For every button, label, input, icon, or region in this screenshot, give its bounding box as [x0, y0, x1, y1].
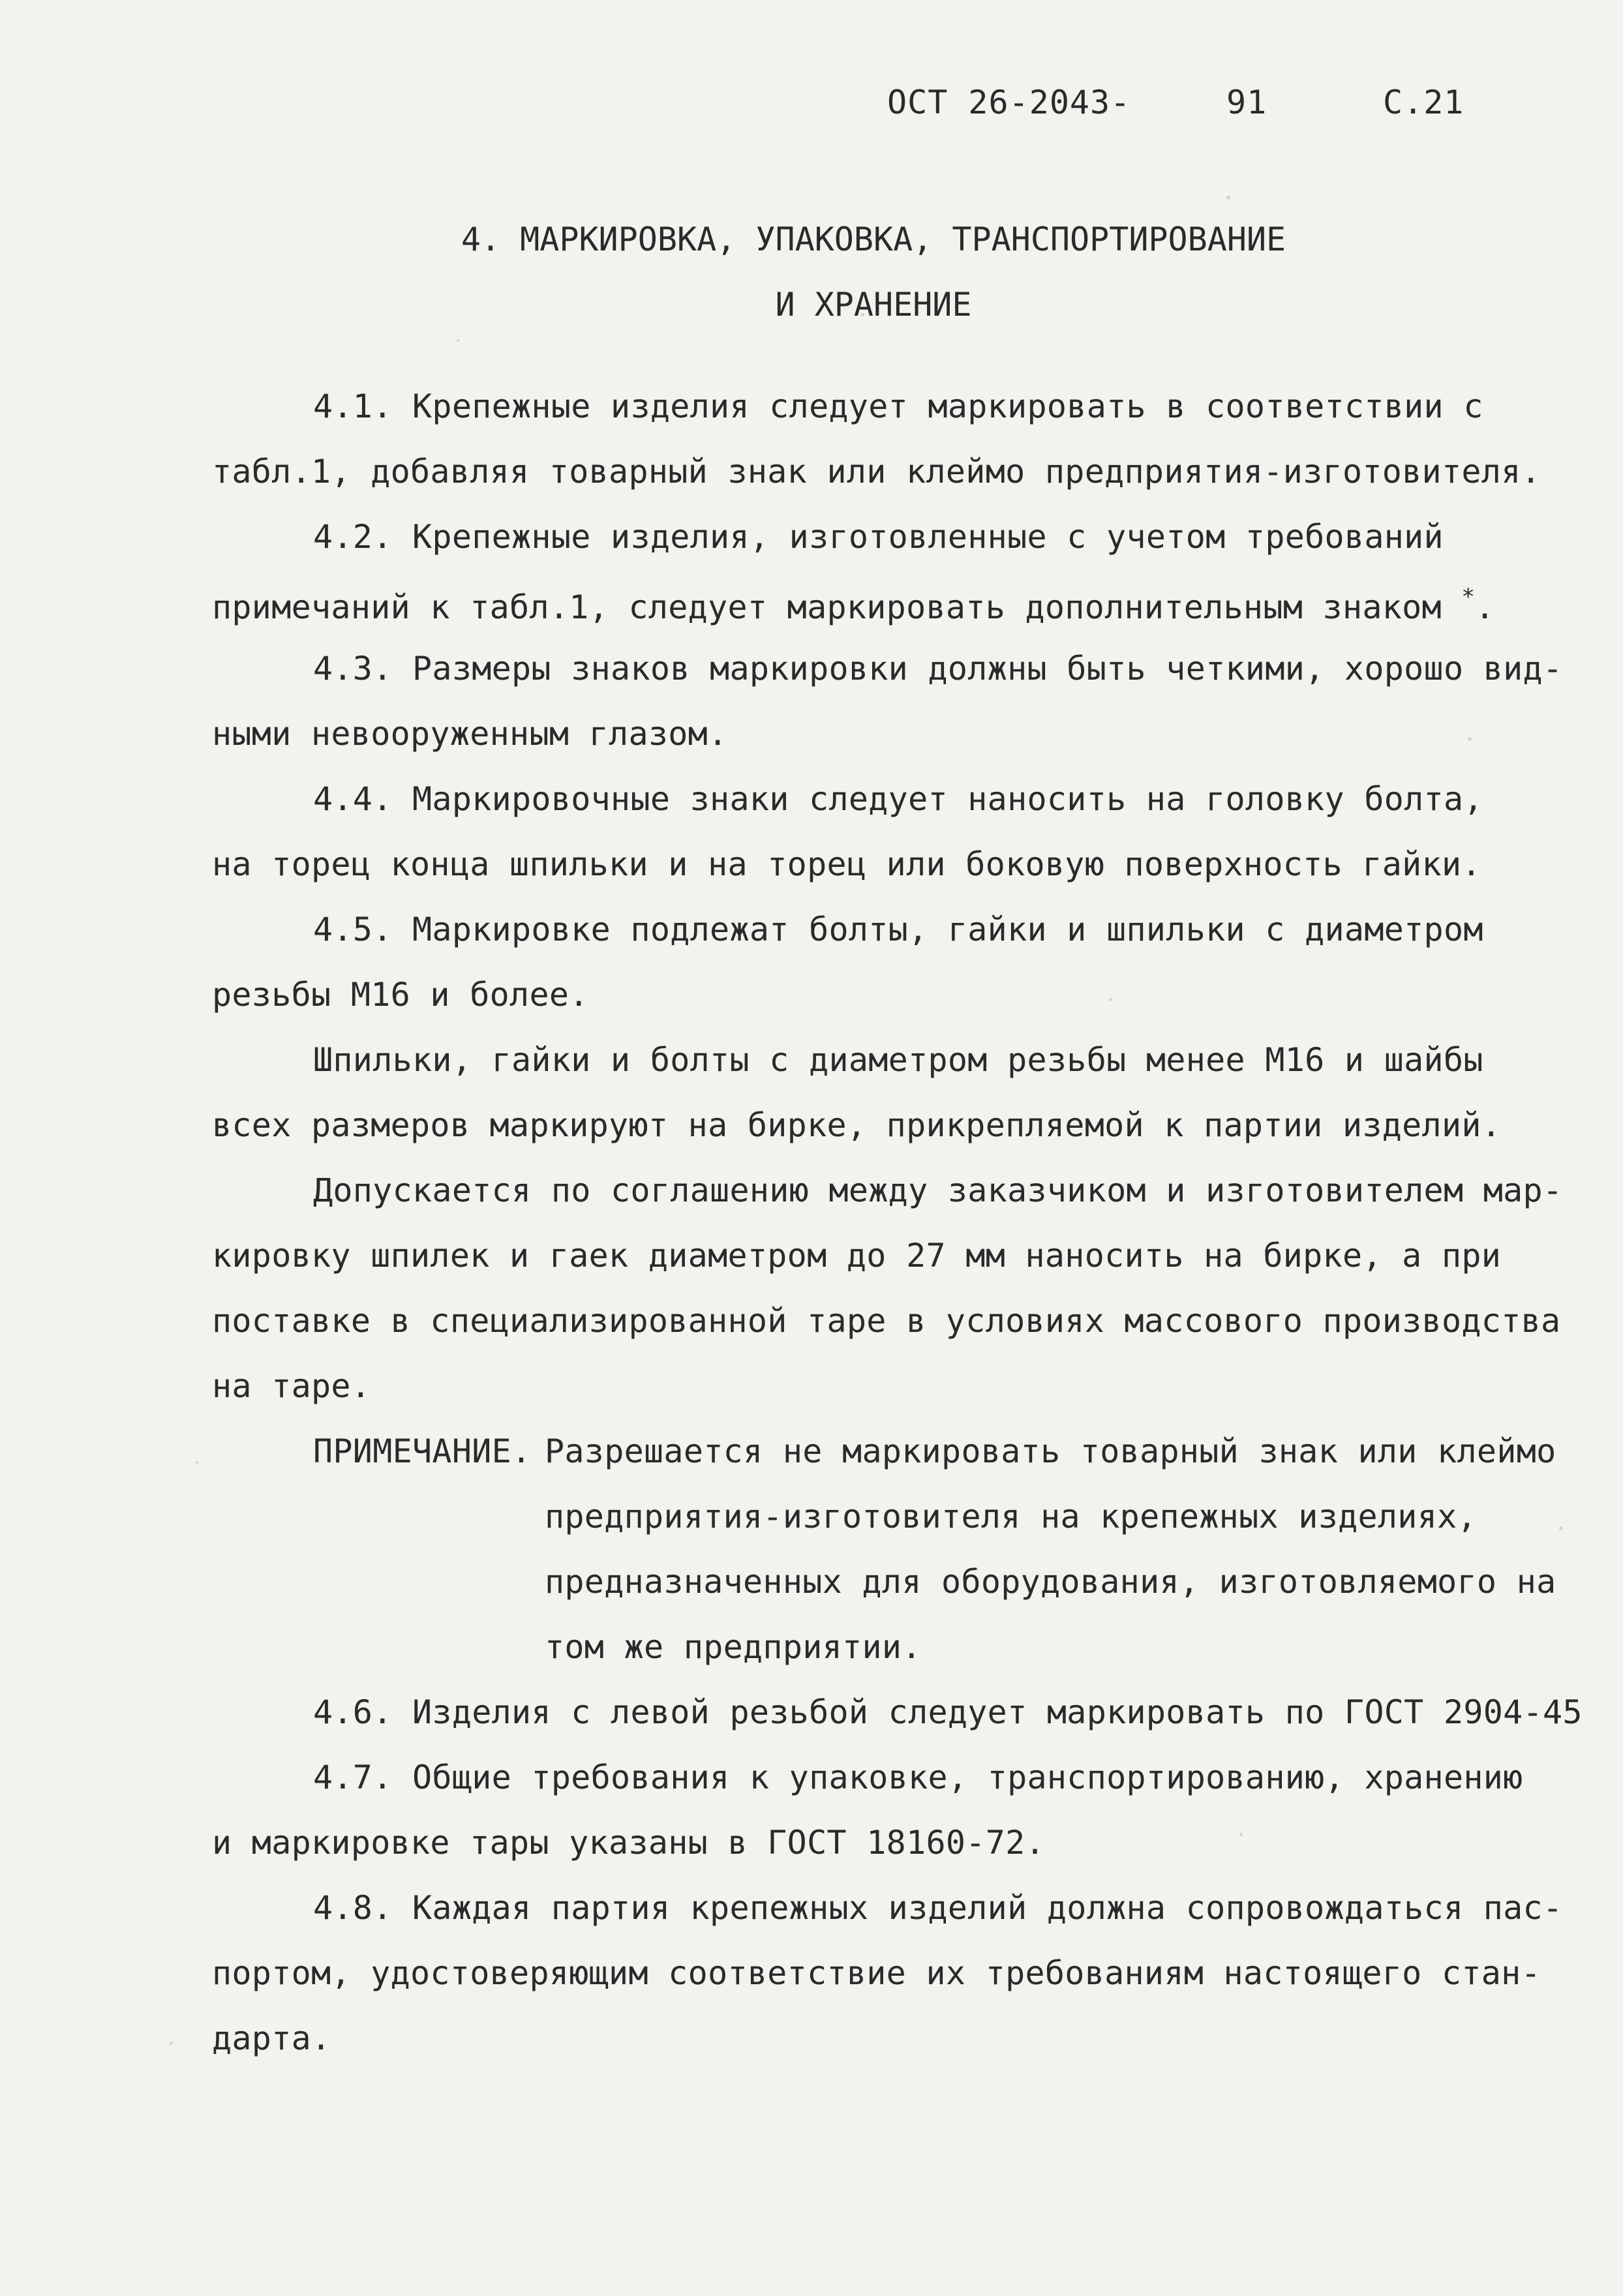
note-line1: Разрешается не маркировать товарный знак или клеймо	[545, 1432, 1556, 1470]
para-4-5b-line1: Шпильки, гайки и болты с диаметром резьбы менее М16 и шайбы	[313, 1041, 1483, 1079]
para-4-5c-line3: поставке в специализированной таре в условиях массового производства	[212, 1302, 1561, 1340]
para-4-3-line1: 4.3. Размеры знаков маркировки должны быть четкими, хорошо вид-	[313, 650, 1563, 687]
para-4-5-line1: 4.5. Маркировке подлежат болты, гайки и шпильки с диаметром	[313, 911, 1483, 948]
para-4-2-line2-text: примечаний к табл.1, следует маркировать дополнительным знаком	[212, 588, 1442, 626]
para-4-4-line2: на торец конца шпильки и на торец или боковую поверхность гайки.	[212, 845, 1481, 883]
scan-speck	[170, 2042, 173, 2045]
page-header	[887, 83, 1474, 136]
para-4-4-line1: 4.4. Маркировочные знаки следует наносить на головку болта,	[313, 780, 1483, 818]
note-line2: предприятия-изготовителя на крепежных изделиях,	[545, 1498, 1477, 1535]
section-title-line1: 4. МАРКИРОВКА, УПАКОВКА, ТРАНСПОРТИРОВАНИЕ	[461, 220, 1286, 258]
para-4-8-line2: портом, удостоверяющим соответствие их требованиям настоящего стан-	[212, 1954, 1541, 1992]
scan-speck	[1239, 1833, 1243, 1836]
para-4-2-line1: 4.2. Крепежные изделия, изготовленные с учетом требований	[313, 518, 1444, 556]
scan-speck	[1226, 196, 1230, 200]
para-4-3-line2: ными невооруженным глазом.	[212, 715, 728, 753]
para-4-2-period: .	[1475, 588, 1495, 626]
standard-number: ОСТ 26-2043-	[887, 83, 1131, 121]
scan-speck	[457, 339, 459, 342]
para-4-6-line1: 4.6. Изделия с левой резьбой следует маркировать по ГОСТ 2904-45	[313, 1693, 1583, 1731]
asterisk-mark: *	[1461, 584, 1476, 610]
para-4-8-line1: 4.8. Каждая партия крепежных изделий должна сопровождаться пас-	[313, 1889, 1563, 1927]
note-label: ПРИМЕЧАНИЕ.	[313, 1432, 532, 1470]
scan-speck	[196, 1461, 198, 1464]
scan-speck	[1559, 1526, 1563, 1530]
para-4-5c-line4: на таре.	[212, 1367, 371, 1405]
para-4-5c-line1: Допускается по соглашению между заказчиком и изготовителем мар-	[313, 1171, 1563, 1209]
standard-year: 91	[1226, 83, 1267, 121]
page-number: С.21	[1383, 83, 1464, 121]
section-title-line2: И ХРАНЕНИЕ	[775, 286, 972, 324]
scan-speck	[1109, 998, 1112, 1001]
para-4-7-line1: 4.7. Общие требования к упаковке, транспортированию, хранению	[313, 1759, 1523, 1796]
note-line3: предназначенных для оборудования, изготовляемого на	[545, 1563, 1556, 1601]
para-4-7-line2: и маркировке тары указаны в ГОСТ 18160-72.	[212, 1824, 1045, 1862]
para-4-1-line2: табл.1, добавляя товарный знак или клеймо предприятия-изготовителя.	[212, 453, 1541, 491]
para-4-2-line2	[212, 586, 1495, 624]
para-4-1-line1: 4.1. Крепежные изделия следует маркировать в соответствии с	[313, 387, 1483, 425]
para-4-5-line2: резьбы М16 и более.	[212, 976, 589, 1014]
scan-speck	[1468, 737, 1472, 741]
para-4-5b-line2: всех размеров маркируют на бирке, прикрепляемой к партии изделий.	[212, 1106, 1502, 1144]
para-4-5c-line2: кировку шпилек и гаек диаметром до 27 мм наносить на бирке, а при	[212, 1237, 1502, 1275]
note-line4: том же предприятии.	[545, 1628, 922, 1666]
para-4-8-line3: дарта.	[212, 2019, 331, 2057]
